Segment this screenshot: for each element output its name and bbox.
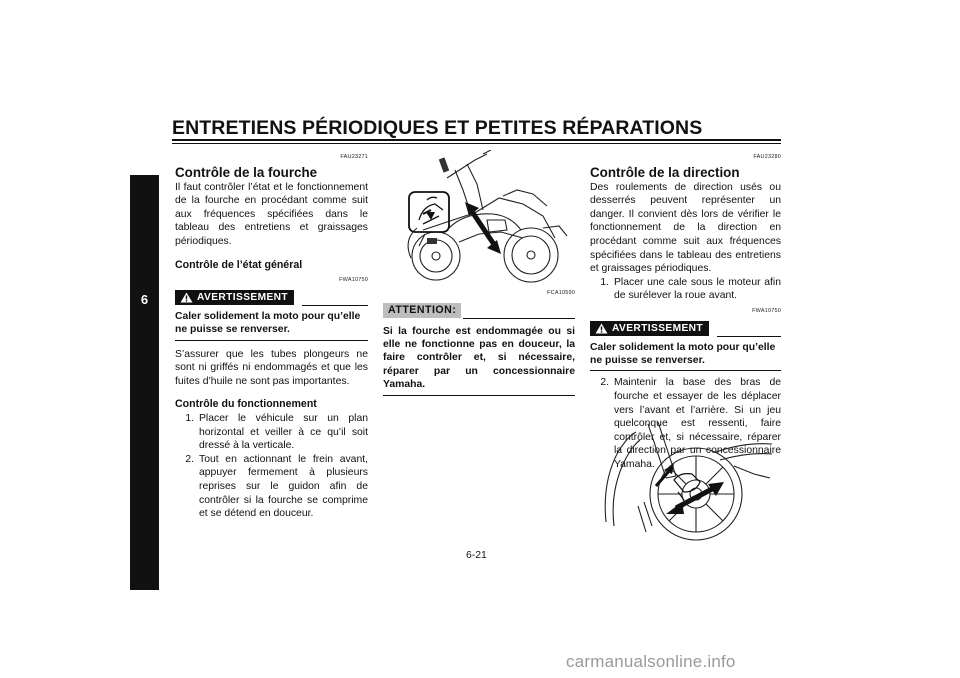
list-item-text: Maintenir la base des bras de fourche et essayer de les déplacer vers l’avant et l’arrière. Si un jeu quelconque est ressenti, faire contrôler et, si nécessaire, réparer la direction par un concessionnaire Yamaha. [614, 377, 781, 470]
steering-check-illustration [604, 422, 774, 542]
warning-badge [175, 290, 294, 305]
subheading-general-condition: Contrôle de l’état général [175, 258, 303, 271]
caution-header [383, 303, 575, 319]
subheading-operation-check: Contrôle du fonctionnement [175, 398, 317, 411]
column-fork-check [175, 151, 368, 521]
section-code: FAU23280 [753, 154, 781, 160]
fork-check-illustration [383, 150, 575, 285]
warning-header [590, 321, 781, 337]
caution-code: FCA10590 [547, 290, 575, 296]
page-header-title: ENTRETIENS PÉRIODIQUES ET PETITES RÉPARATIONS [172, 117, 703, 139]
warning-header-line [302, 305, 368, 306]
caution-text: Si la fourche est endommagée ou si elle ne fonctionne pas en douceur, la faire contrôler et, si nécessaire, réparer par un concessionnaire Yamaha. [383, 325, 575, 391]
warning-triangle-icon [180, 292, 193, 303]
list-item-number: 1. [600, 276, 609, 288]
warning-text: Caler solidement la moto pour qu’elle ne puisse se renverser. [175, 310, 361, 336]
fork-condition-paragraph: S’assurer que les tubes plongeurs ne sont ni griffés ni endommagés et que les fuites d’huile ne sont pas importantes. [175, 348, 368, 387]
list-item [590, 276, 781, 303]
steering-intro-paragraph: Des roulements de direction usés ou desserrés peuvent représenter un danger. Il convient dès lors de vérifier le fonctionnement de la direction en procédant comme suit aux fréquences spécifiées dans le tableau des entretiens et graissages périodiques. [590, 181, 781, 275]
chapter-tab-number: 6 [140, 292, 149, 307]
warning-header [175, 290, 368, 306]
section-code: FAU23271 [340, 154, 368, 160]
warning-code: FWA10750 [339, 277, 368, 284]
list-item-text: Placer le véhicule sur un plan horizontal et veiller à ce qu’il soit dressé à la verticale. [199, 412, 368, 452]
warning-label: AVERTISSEMENT [197, 291, 289, 303]
section-title-steering: Contrôle de la direction [590, 164, 740, 180]
column-caution [383, 287, 575, 396]
watermark-text: carmanualsonline.info [566, 652, 736, 671]
warning-triangle-icon [595, 323, 608, 334]
chapter-tab [130, 175, 159, 590]
warning-label: AVERTISSEMENT [612, 322, 704, 334]
caution-badge: ATTENTION: [383, 303, 461, 318]
list-item [175, 453, 368, 521]
list-item-text: Placer une cale sous le moteur afin de surélever la roue avant. [614, 276, 781, 302]
list-item-number: 2. [185, 453, 194, 465]
caution-underline [383, 395, 575, 396]
warning-header-line [717, 336, 781, 337]
list-item-number: 1. [185, 412, 194, 424]
warning-underline [590, 370, 781, 371]
header-rule-thick [172, 139, 781, 141]
list-item-number: 2. [600, 377, 609, 389]
section-title-fork: Contrôle de la fourche [175, 164, 318, 180]
page-number: 6-21 [466, 550, 487, 561]
caution-header-line [463, 318, 575, 319]
fork-intro-paragraph: Il faut contrôler l’état et le fonctionnement de la fourche en procédant comme suit aux fréquences spécifiées dans le tableau des entretiens et graissages périodiques. [175, 181, 368, 247]
warning-text: Caler solidement la moto pour qu’elle ne puisse se renverser. [590, 341, 776, 366]
warning-underline [175, 340, 368, 341]
list-item [175, 412, 368, 453]
header-rule-thin [172, 143, 781, 144]
list-item-text: Tout en actionnant le frein avant, appuyer fermement à plusieurs reprises sur le guidon afin de contrôler si la fourche se comprime et se détend en douceur. [199, 453, 368, 520]
warning-badge [590, 321, 709, 336]
warning-code: FWA10750 [752, 307, 781, 314]
